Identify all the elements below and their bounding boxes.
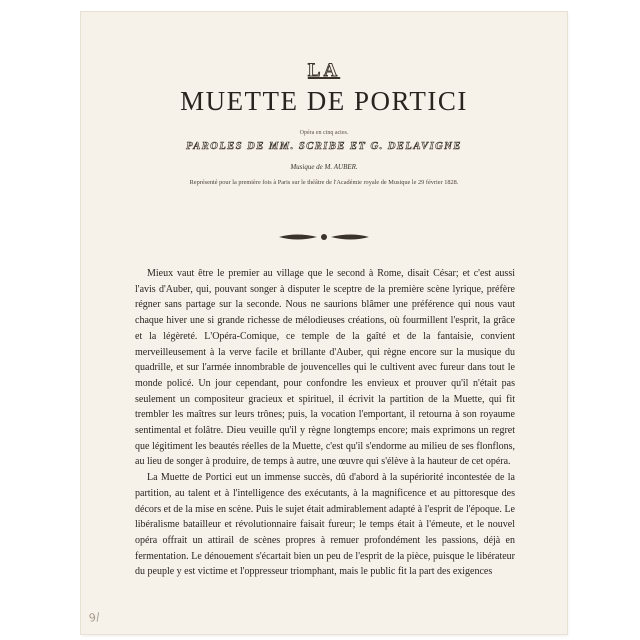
body-paragraph: Mieux vaut être le premier au village que le second à Rome, disait César; et c'est aussi l'avis d'Auber, qui, pouvant songer à disputer le sceptre de la première scène lyrique, préfère régner sans partage sur la seconde. Nous ne saurions blâmer une préférence qui nous vaut chaque hiver une si grande richesse de mélodieuses créations, où fourmillent l'esprit, la grâce et la légèreté. L'Opéra-Comique, ce temple de la gaîté et de la fantaisie, convient merveilleusement à la verve facile et brillante d'Auber, qui règne encore sur la musique du quadrille, et sur l'armée innombrable de jouvencelles qui le cultivent avec fureur dans tout le monde policé. Un jour cependant, pour confondre les envieux et prouver qu'il n'était pas seulement un compositeur gracieux et spirituel, il écrivit la partition de la Muette, qui fit trembler les maîtres sur leurs trônes; puis, la vocation l'emportant, il retourna à son royaume sentimental et folâtre. Dieu veuille qu'il y règne longtemps encore; mais exprimons un regret que légitiment les beautés réelles de la Muette, c'est qu'il s'endorme au milieu de ses flonflons, au lieu de songer à produire, de temps à autre, une œuvre qui s'élève à la hauteur de cet opéra. — [135, 268, 515, 468]
pencil-annotation: 9/ — [88, 610, 101, 625]
ornament-divider — [277, 231, 371, 243]
opera-subtitle: Opéra en cinq actes. — [299, 130, 349, 136]
composer-line: Musique de M. AUBER. — [290, 163, 358, 171]
page-title: MUETTE DE PORTICI — [180, 86, 468, 116]
body-paragraph: La Muette de Portici eut un immense succès, dû d'abord à la supériorité incontestée de la partition, au talent et à l'intelligence des exécutants, à la magnificence et au pittoresque des décors et de la mise en scène. Puis le sujet était admirablement adapté à l'esprit de l'époque. Le libéralisme batailleur et révolutionnaire faisait fureur; le temps était à l'émeute, et le nouvel opéra offrait un attirail de scènes propres à remuer profondément les passions, déjà en fermentation. Le dénouement s'écartait bien un peu de l'esprit de la pièce, puisque le libérateur du peuple y est victime et l'oppresseur triomphant, mais le public fit la part des exigences — [135, 472, 515, 578]
article-body — [135, 266, 515, 580]
librettists-line: PAROLES DE MM. SCRIBE ET G. DELAVIGNE — [186, 141, 462, 152]
article-label: LA — [307, 60, 341, 81]
premiere-note: Représenté pour la première fois à Paris sur le théâtre de l'Académie royale de Musique le 29 février 1828. — [189, 179, 459, 186]
document-page — [81, 12, 567, 634]
